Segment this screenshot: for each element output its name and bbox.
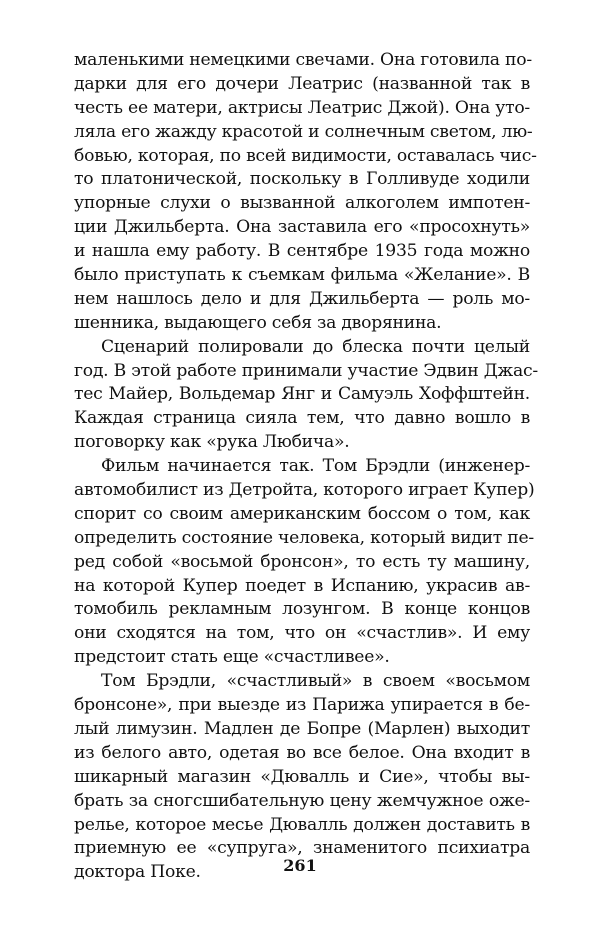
paragraph xyxy=(74,670,530,885)
text-line: дарки для его дочери Леатрис (названной так в xyxy=(74,73,530,94)
text-line: приемную ее «супруга», знаменитого психиатра xyxy=(74,838,530,859)
text-line: поговорку как «рука Любича». xyxy=(74,432,350,453)
text-line: маленькими немецкими свечами. Она готовила по- xyxy=(74,50,532,70)
text-line: шенника, выдающего себя за дворянина. xyxy=(74,312,442,333)
page-number: 261 xyxy=(283,856,317,875)
text-line: ляла его жажду красотой и солнечным светом, лю- xyxy=(74,121,533,142)
text-line: томобиль рекламным лозунгом. В конце концов xyxy=(74,599,530,620)
body-text xyxy=(74,49,538,885)
text-line: релье, которое месье Дювалль должен доставить в xyxy=(74,814,530,835)
text-line: Сценарий полировали до блеска почти целый xyxy=(101,336,530,357)
text-line: было приступать к съемкам фильма «Желание». В xyxy=(74,265,530,286)
text-line: нем нашлось дело и для Джильберта — роль мо- xyxy=(74,288,530,309)
paragraph xyxy=(74,455,535,670)
text-line: определить состояние человека, который видит пе- xyxy=(74,527,534,548)
text-line: предстоит стать еще «счастливее». xyxy=(74,647,390,668)
text-line: Фильм начинается так. Том Брэдли (инженер- xyxy=(101,456,530,477)
text-line: бронсоне», при выезде из Парижа упирается в бе- xyxy=(74,695,530,716)
text-line: спорит со своим американским боссом о том, как xyxy=(74,503,530,524)
text-line: и нашла ему работу. В сентябре 1935 года можно xyxy=(74,241,530,262)
text-line: автомобилист из Детройта, которого играет Купер) xyxy=(74,480,535,501)
text-line: Том Брэдли, «счастливый» в своем «восьмом xyxy=(101,671,530,692)
text-line: ред собой «восьмой бронсон», то есть ту машину, xyxy=(74,551,530,572)
text-line: упорные слухи о вызванной алкоголем импотен- xyxy=(74,193,530,214)
text-line: Каждая страница сияла тем, что давно вошло в xyxy=(74,408,530,429)
text-line: честь ее матери, актрисы Леатрис Джой). Она уто- xyxy=(74,97,530,118)
text-line: тес Майер, Вольдемар Янг и Самуэль Хоффштейн. xyxy=(74,384,530,405)
text-line: доктора Поке. xyxy=(74,862,201,883)
text-line: лый лимузин. Мадлен де Бопре (Марлен) выходит xyxy=(74,718,530,739)
text-line: то платонической, поскольку в Голливуде ходили xyxy=(74,169,530,190)
text-line: год. В этой работе принимали участие Эдвин Джас- xyxy=(74,360,538,381)
text-line: шикарный магазин «Дювалль и Сие», чтобы вы- xyxy=(74,766,530,787)
text-line: они сходятся на том, что он «счастлив». И ему xyxy=(74,623,530,644)
text-line: из белого авто, одетая во все белое. Она входит в xyxy=(74,742,530,763)
text-line: бовью, которая, по всей видимости, оставалась чис- xyxy=(74,145,537,166)
paragraph xyxy=(74,49,537,336)
text-line: ции Джильберта. Она заставила его «просохнуть» xyxy=(74,217,530,238)
text-line: на которой Купер поедет в Испанию, украсив ав- xyxy=(74,575,530,596)
text-line: брать за сногсшибательную цену жемчужное оже- xyxy=(74,790,530,811)
paragraph xyxy=(74,336,538,455)
